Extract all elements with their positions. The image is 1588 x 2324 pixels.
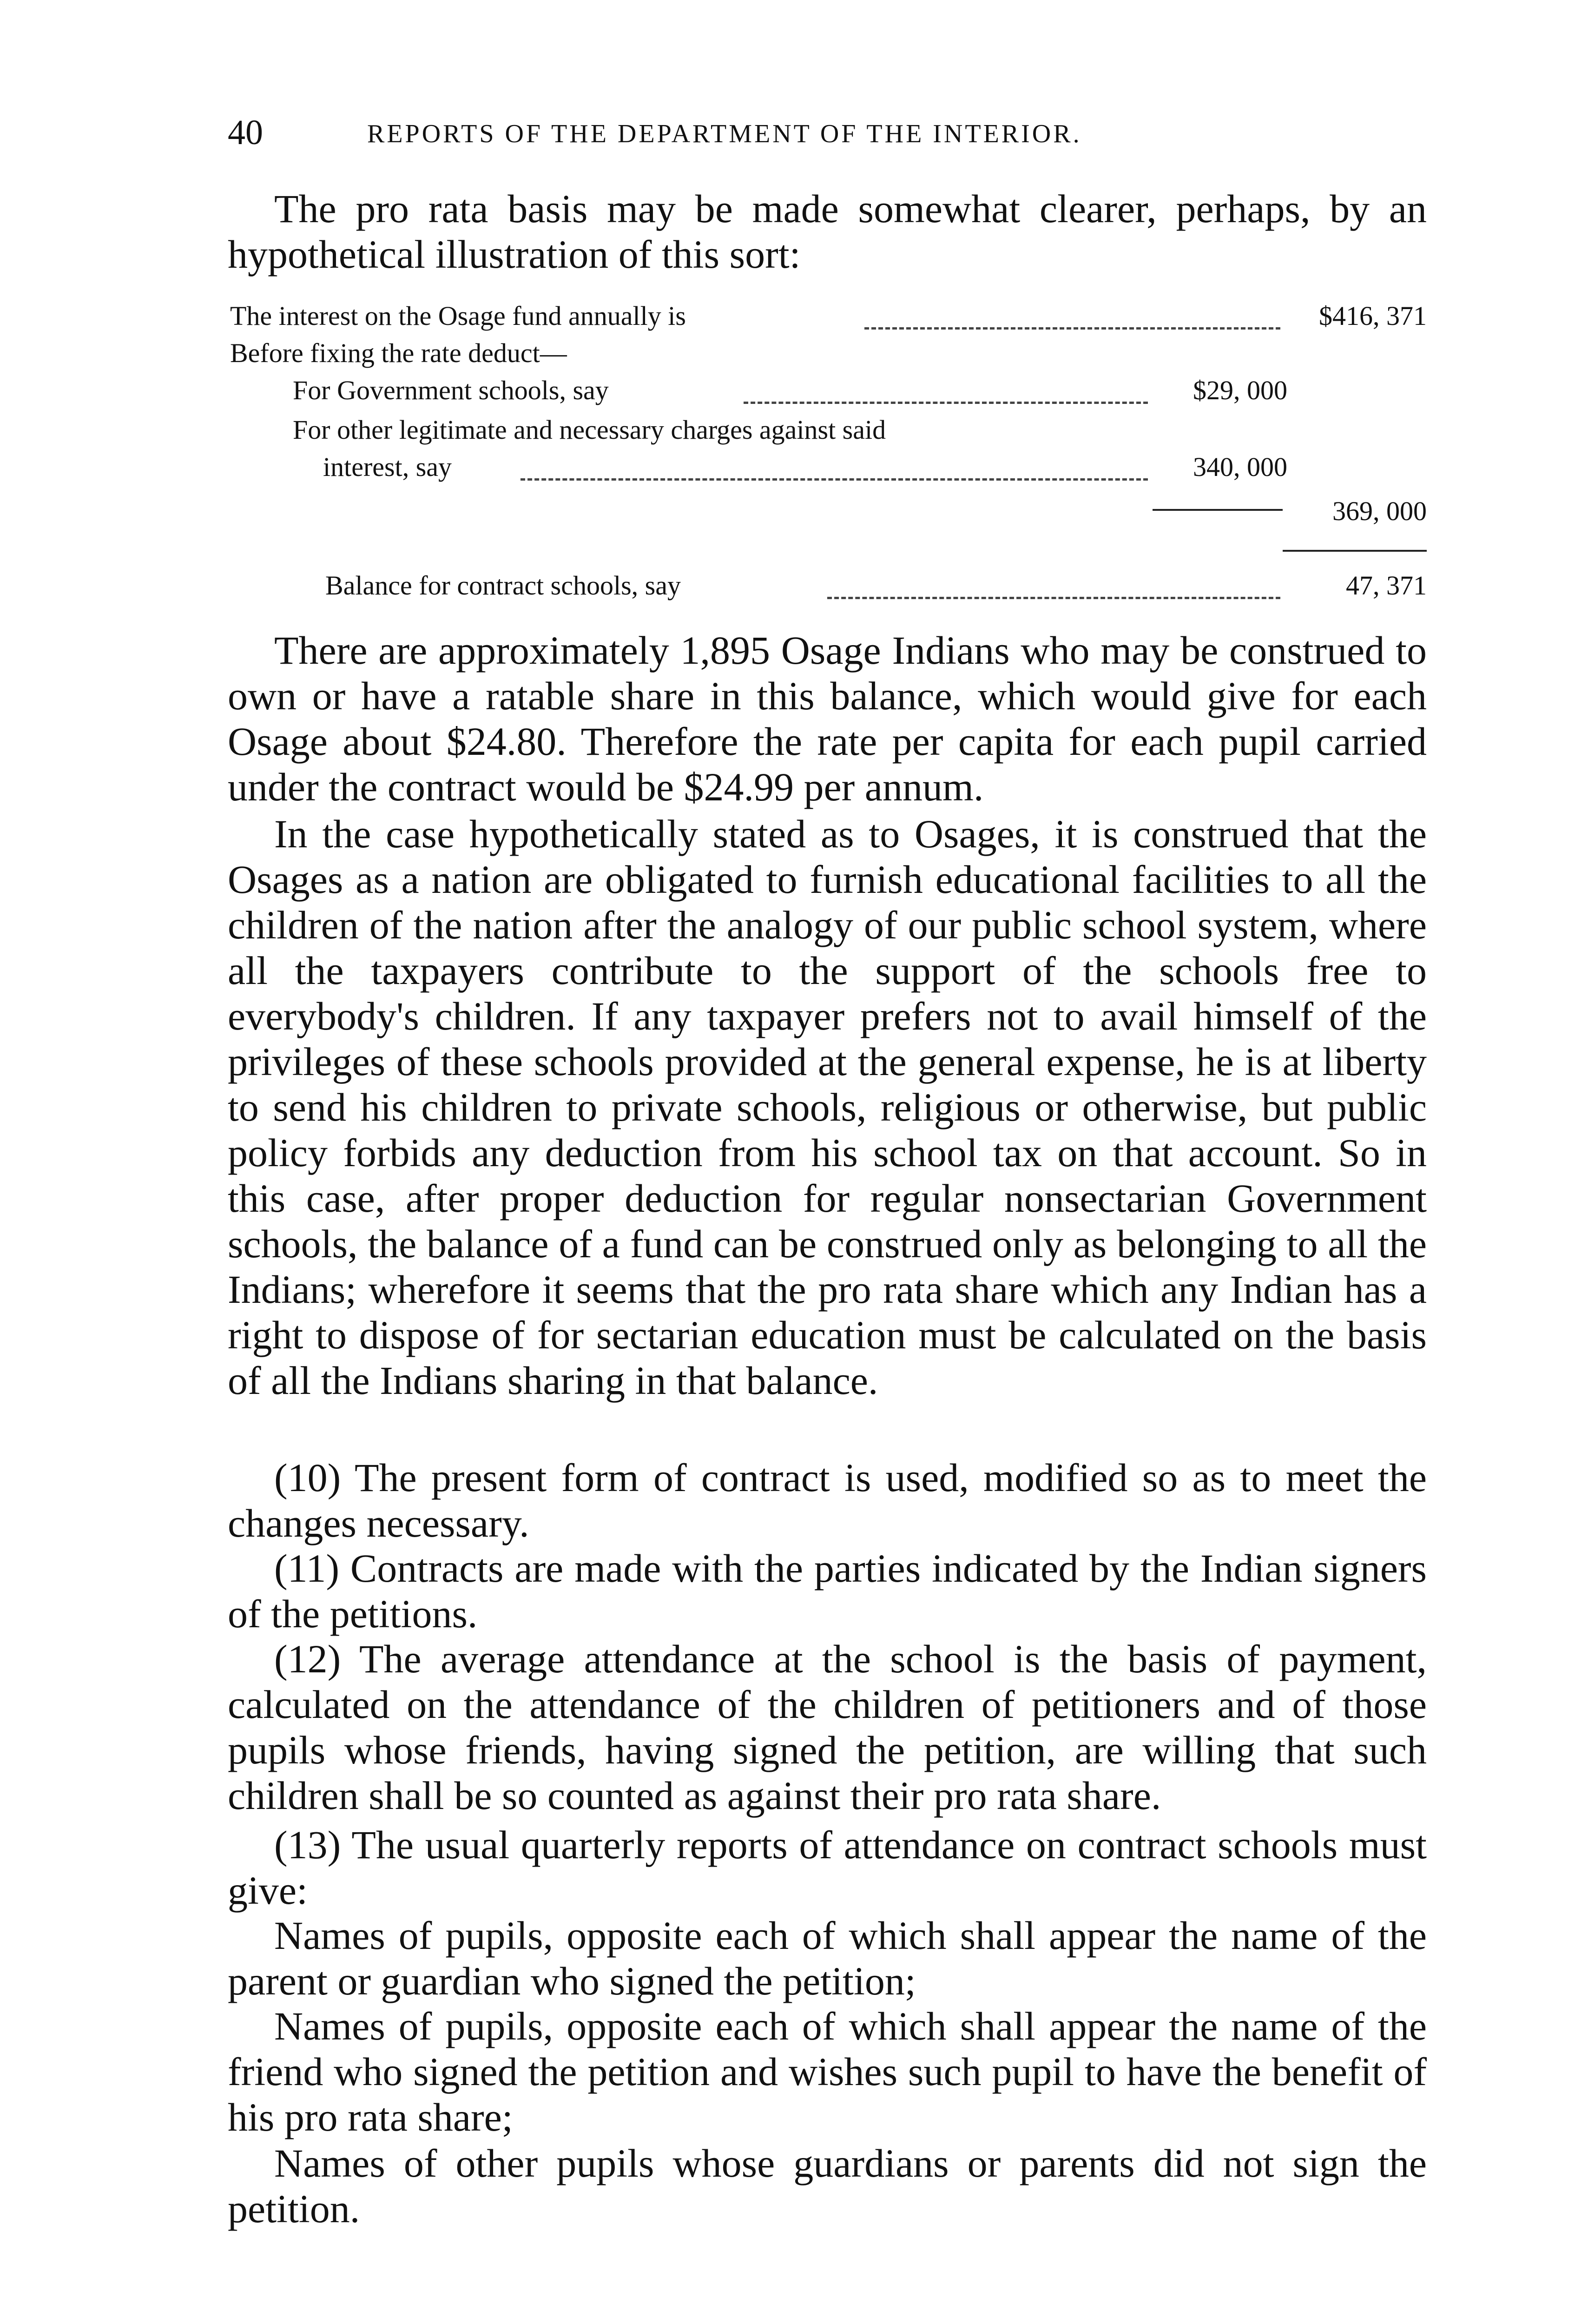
dot-leader	[864, 327, 1280, 330]
paragraph-item-11: (11) Contracts are made with the parties indicated by the Indian signers of the petitions.	[228, 1546, 1427, 1636]
table-row-label: Before fixing the rate deduct—	[230, 338, 571, 368]
page-number: 40	[228, 113, 263, 152]
table-row-label: interest, say	[323, 452, 455, 482]
intro-paragraph: The pro rata basis may be made somewhat clearer, perhaps, by an hypothetical illustration of this sort:	[228, 186, 1427, 277]
sum-rule	[1153, 509, 1283, 511]
paragraph-item-10: (10) The present form of contract is used, modified so as to meet the changes necessary.	[228, 1455, 1427, 1545]
paragraph-hypothetical-case: In the case hypothetically stated as to Osages, it is construed that the Osages as a nation are obligated to furnish educational facilities to all the children of the nation after the analogy of our public school system, where all the taxpayers contribute to the support of the schools free to everybody's children. If any taxpayer prefers not to avail himself of the privileges of these schools provided at the general expense, he is at liberty to send his children to private schools, religious or otherwise, but public policy forbids any deduction from his school tax on that account. So in this case, after proper deduction for regular nonsectarian Government schools, the balance of a fund can be construed only as belonging to all the Indians; wherefore it seems that the pro rata share which any Indian has a right to dispose of for sectarian education must be calculated on the basis of all the Indians sharing in that balance.	[228, 812, 1427, 1403]
paragraph-osage-count: There are approximately 1,895 Osage Indians who may be construed to own or have a ratable share in this balance, which would give for each Osage about $24.80. Therefore the rate per capita for each pupil carried under the contract would be $24.99 per annum.	[228, 628, 1427, 809]
paragraph-item-13: (13) The usual quarterly reports of attendance on contract schools must give:	[228, 1822, 1427, 1913]
running-title: REPORTS OF THE DEPARTMENT OF THE INTERIOR.	[367, 119, 1082, 148]
total-rule	[1283, 550, 1427, 552]
table-row-label: For other legitimate and necessary charges against said	[293, 415, 890, 445]
table-row-other-charges	[293, 411, 1315, 449]
paragraph-item-12: (12) The average attendance at the school is the basis of payment, calculated on the attendance of the children of petitioners and of those pupils whose friends, having signed the petition, are willing that such children shall be so counted as against their pro rata share.	[228, 1637, 1427, 1818]
paragraph-names-parent: Names of pupils, opposite each of which shall appear the name of the parent or guardian who signed the petition;	[228, 1913, 1427, 2003]
paragraph-names-friend: Names of pupils, opposite each of which shall appear the name of the friend who signed the petition and wishes such pupil to have the benefit of his pro rata share;	[228, 2004, 1427, 2139]
dot-leader	[827, 597, 1280, 599]
amount-balance: 47, 371	[1346, 570, 1427, 601]
table-row-label: Balance for contract schools, say	[325, 570, 685, 601]
amount-government: $29, 000	[1193, 375, 1287, 405]
table-row-label: The interest on the Osage fund annually is	[230, 301, 690, 331]
dot-leader	[521, 478, 1148, 481]
amount-other-charges: 340, 000	[1193, 452, 1287, 482]
dot-leader	[744, 402, 1148, 404]
table-row-label: For Government schools, say	[293, 375, 613, 405]
paragraph-names-other: Names of other pupils whose guardians or parents did not sign the petition.	[228, 2141, 1427, 2231]
amount-subtotal: 369, 000	[1332, 496, 1427, 526]
amount-interest: $416, 371	[1319, 301, 1427, 331]
table-row-before	[230, 335, 1299, 372]
running-head	[228, 112, 1427, 153]
